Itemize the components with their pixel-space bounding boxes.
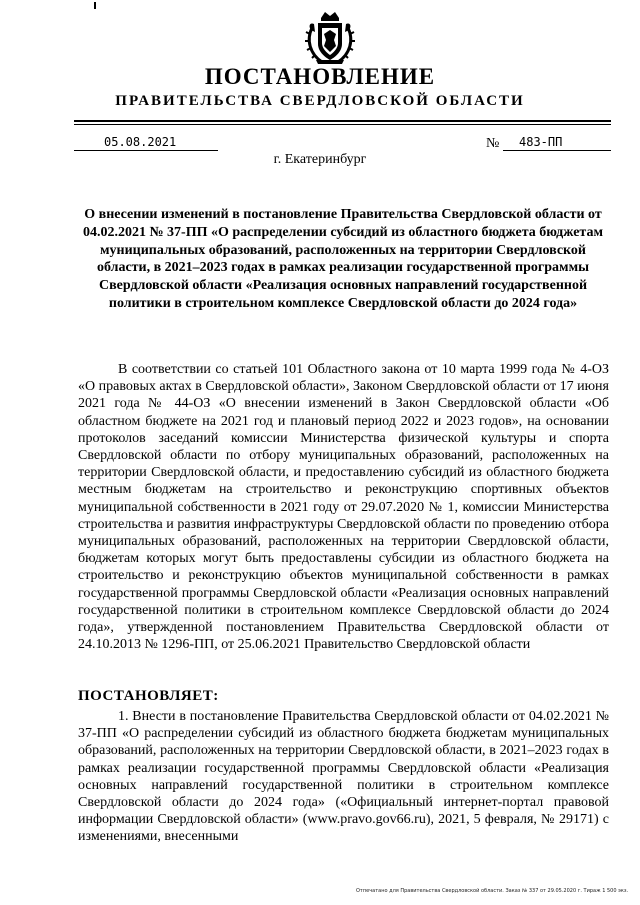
- coat-of-arms-icon: [302, 10, 358, 66]
- document-heading: О внесении изменений в постановление Правительства Свердловской области от 04.02.2021 № 37-ПП «О распределении субсидий из областного бюджета бюджетам муниципальных образований, расположенных на территории Свердловской области, в 2021–2023 годах в рамках реализации государственной программы Свердловской области «Реализация основных направлений государственной политики в строительном комплексе Свердловской области до 2024 года»: [82, 207, 603, 311]
- preamble-block: [78, 361, 609, 653]
- resolves-label: ПОСТАНОВЛЯЕТ:: [78, 688, 219, 704]
- document-title: ПОСТАНОВЛЕНИЕ: [204, 64, 436, 89]
- item-1-paragraph: 1. Внести в постановление Правительства Свердловской области от 04.02.2021 № 37-ПП «О распределении субсидий из областного бюджета бюджетам муниципальных образований, расположенных на территории Свердловской области, в 2021–2023 годах в рамках реализации государственной программы Свердловской области «Реализация основных направлений государственной политики в строительном комплексе Свердловской области до 2024 года» («Официальный интернет-портал правовой информации Свердловской области» (www.pravo.gov66.ru), 2021, 5 февраля, № 29171) с изменениями, внесенными: [78, 709, 609, 845]
- header-divider-thin: [74, 124, 611, 125]
- corner-mark: [94, 2, 96, 9]
- preamble-paragraph: В соответствии со статьей 101 Областного закона от 10 марта 1999 года № 4-ОЗ «О правовых актах в Свердловской области», Законом Свердловской области от 17 июня 2021 года № 44-ОЗ «О внесении изменений в Закон Свердловской области «Об областном бюджете на 2021 год и плановый период 2022 и 2023 годов», на основании протоколов заседаний комиссии Министерства физической культуры и спорта Свердловской области по отбору муниципальных образований, расположенных на территории Свердловской области, и предоставлению субсидий из областного бюджета местным бюджетам на строительство и реконструкцию спортивных объектов муниципальной собственности в 2021 году от 29.07.2020 № 1, комиссии Министерства строительства и развития инфраструктуры Свердловской области по проведению отбора муниципальных образований, расположенных на территории Свердловской области, бюджетам которых могут быть предоставлены субсидии из областного бюджета на строительство и реконструкцию объектов муниципальной собственности в рамках государственной программы Свердловской области «Реализация основных направлений государственной политики в строительном комплексе Свердловской области до 2024 года», утвержденной постановлением Правительства Свердловской области от 24.10.2013 № 1296-ПП, от 25.06.2021 Правительство Свердловской области: [78, 362, 609, 653]
- document-authority: ПРАВИТЕЛЬСТВА СВЕРДЛОВСКОЙ ОБЛАСТИ: [115, 93, 525, 109]
- document-number: 483-ПП: [503, 135, 611, 151]
- document-date: 05.08.2021: [74, 135, 218, 151]
- number-sign: №: [486, 136, 500, 151]
- print-footer: Отпечатано для Правительства Свердловской области. Заказ № 337 от 29.05.2020 г. Тираж 1 500 экз.: [356, 888, 629, 894]
- header-divider-thick: [74, 120, 611, 122]
- item-1-block: [78, 708, 609, 846]
- document-city: г. Екатеринбург: [273, 152, 367, 167]
